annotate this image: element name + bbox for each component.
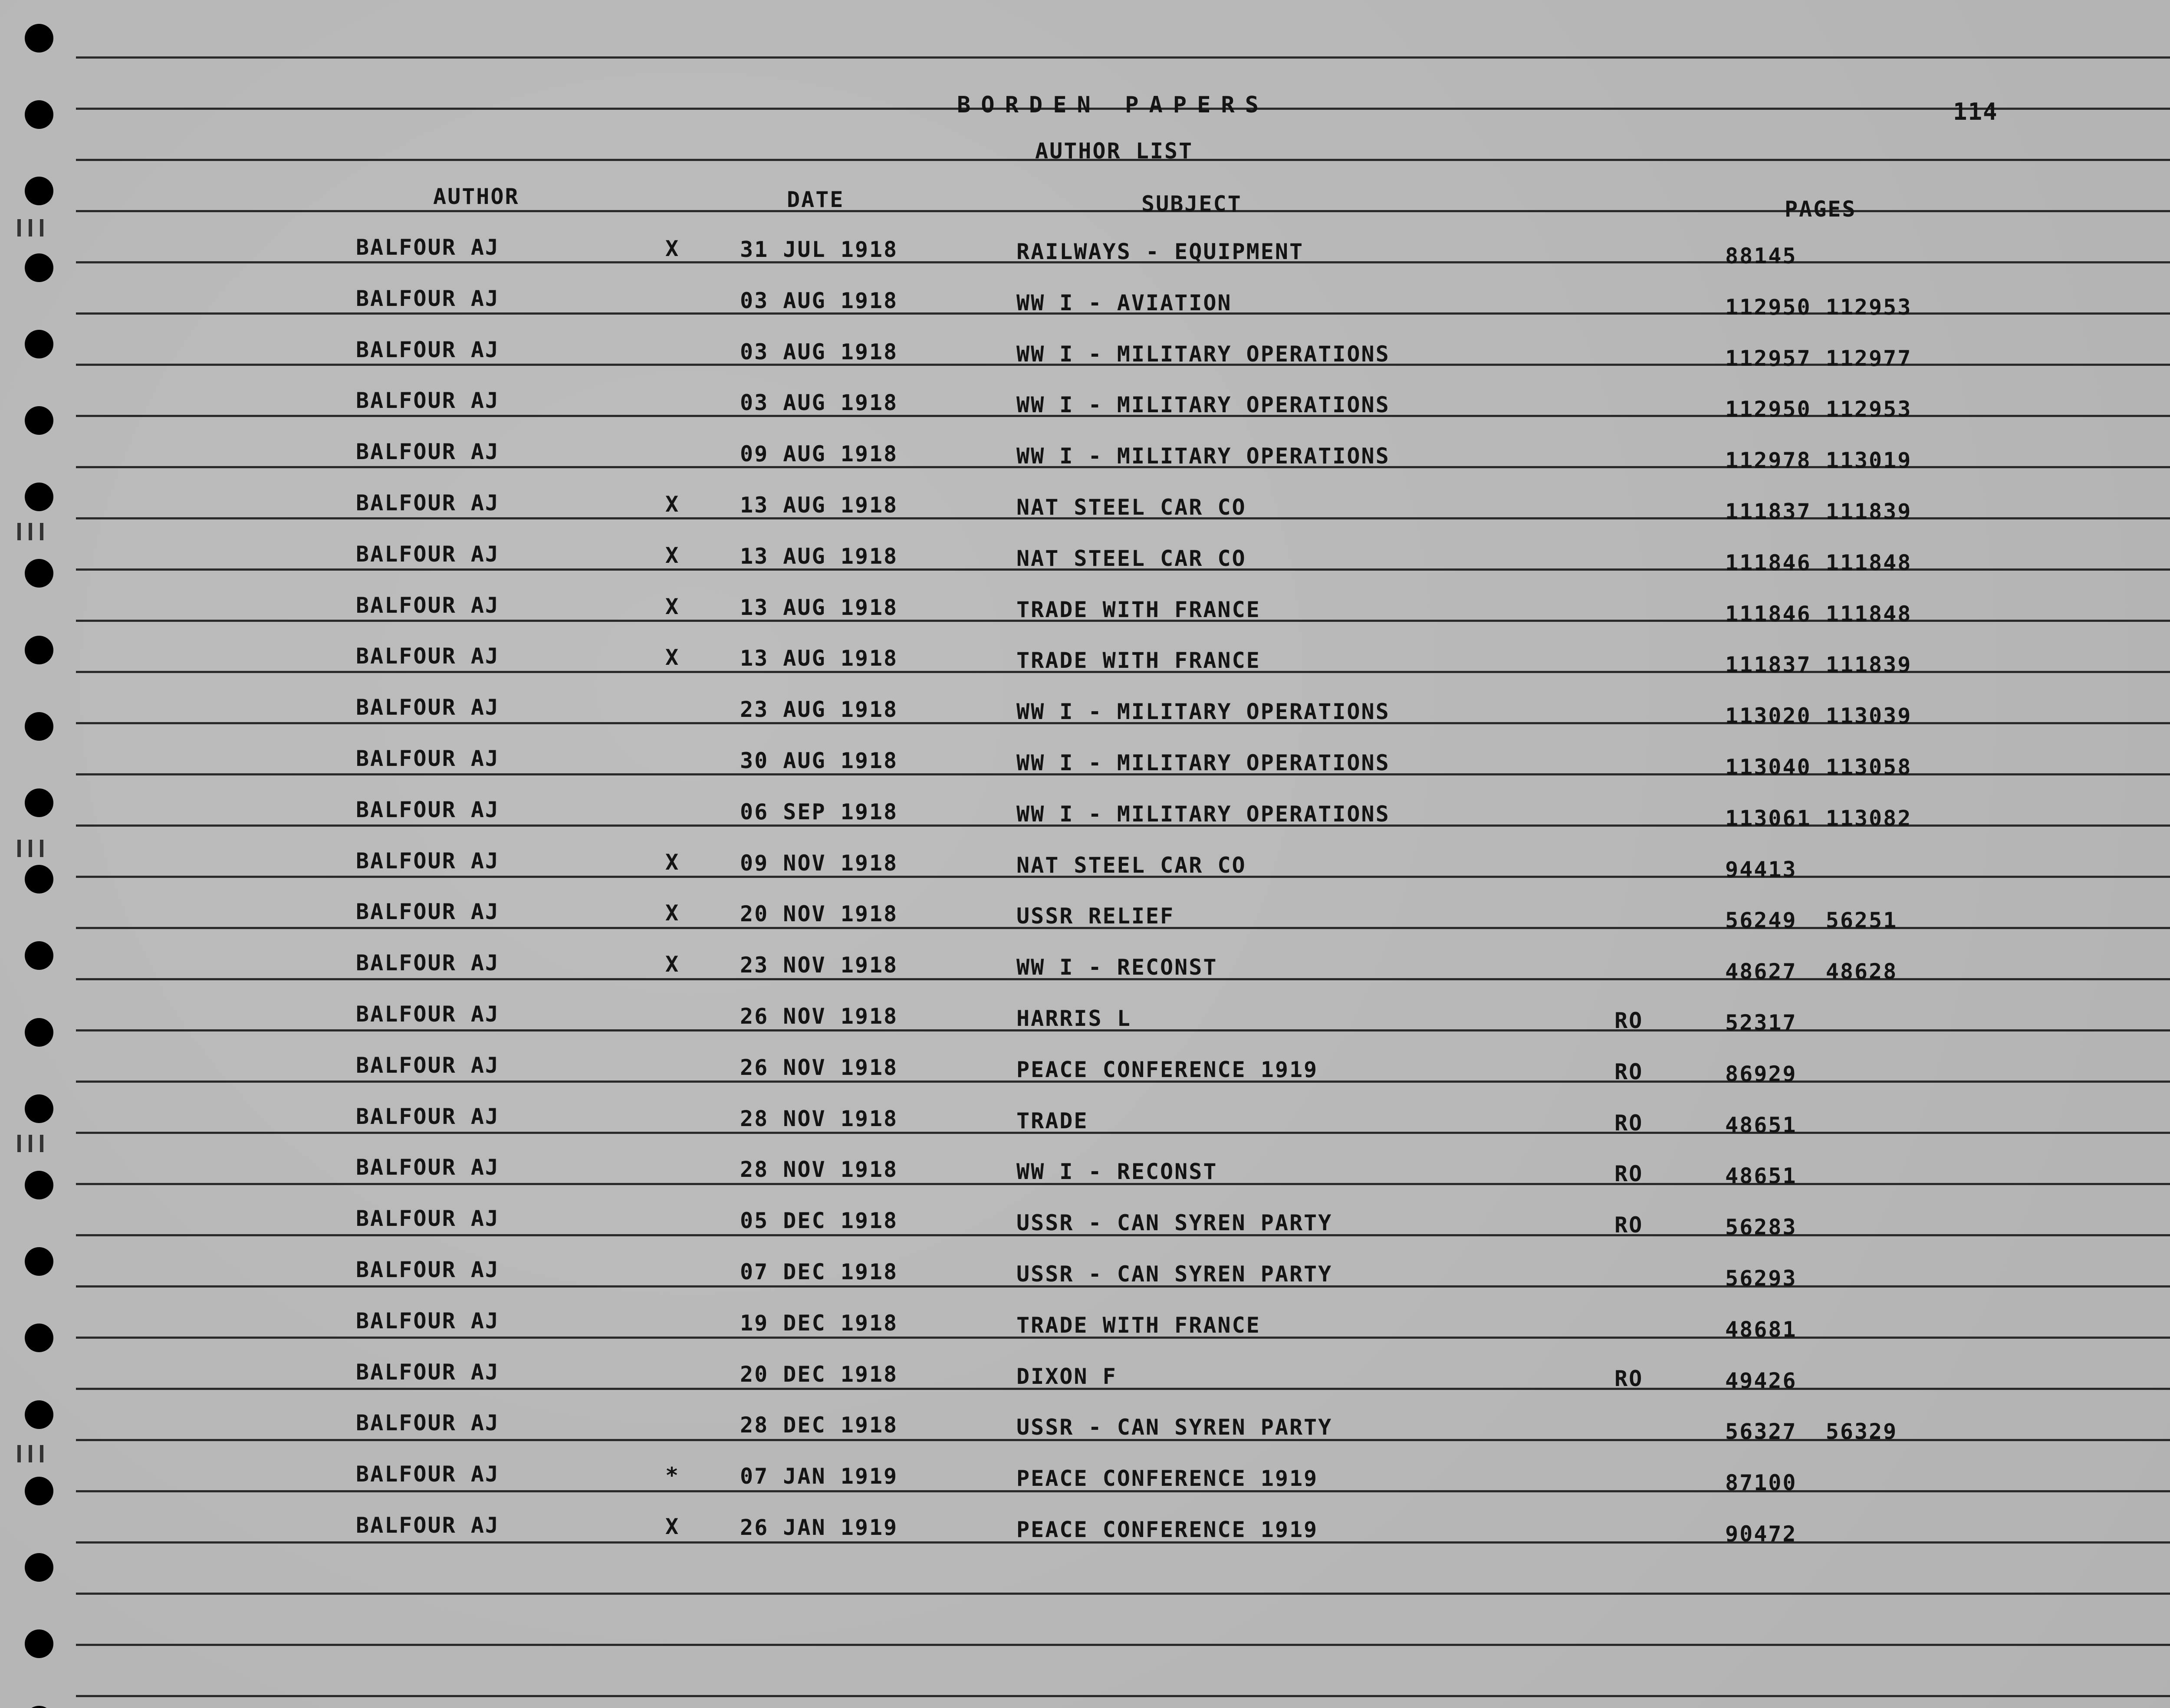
cell-date: 13 AUG 1918 bbox=[740, 646, 898, 671]
cell-author: BALFOUR AJ bbox=[356, 1002, 500, 1027]
cell-date: 28 NOV 1918 bbox=[740, 1106, 898, 1131]
cell-code: RO bbox=[1614, 1059, 1644, 1084]
cell-date: 23 AUG 1918 bbox=[740, 697, 898, 723]
cell-date: 26 NOV 1918 bbox=[740, 1004, 898, 1029]
column-header-author: AUTHOR bbox=[433, 184, 519, 209]
cell-date: 03 AUG 1918 bbox=[740, 288, 898, 313]
cell-pages: 112957 112977 bbox=[1725, 345, 1912, 371]
sprocket-hole bbox=[25, 1094, 53, 1123]
cell-pages: 113061 113082 bbox=[1725, 805, 1912, 831]
cell-subject: TRADE bbox=[1016, 1108, 1088, 1133]
cell-author: BALFOUR AJ bbox=[356, 1462, 500, 1487]
cell-code: RO bbox=[1614, 1212, 1644, 1238]
cell-author: BALFOUR AJ bbox=[356, 286, 500, 311]
sprocket-hole bbox=[25, 1477, 53, 1505]
cell-mark: X bbox=[665, 900, 680, 926]
cell-code: RO bbox=[1614, 1366, 1644, 1391]
cell-date: 19 DEC 1918 bbox=[740, 1310, 898, 1336]
cell-author: BALFOUR AJ bbox=[356, 541, 500, 567]
sprocket-hole bbox=[25, 330, 53, 358]
cell-date: 09 AUG 1918 bbox=[740, 441, 898, 467]
cell-date: 28 NOV 1918 bbox=[740, 1157, 898, 1182]
cell-date: 05 DEC 1918 bbox=[740, 1208, 898, 1234]
cell-date: 03 AUG 1918 bbox=[740, 339, 898, 365]
cell-pages: 52317 bbox=[1725, 1010, 1797, 1035]
margin-tick bbox=[17, 523, 21, 540]
cell-subject: WW I - RECONST bbox=[1016, 955, 1218, 980]
cell-author: BALFOUR AJ bbox=[356, 1257, 500, 1282]
cell-subject: USSR - CAN SYREN PARTY bbox=[1016, 1210, 1333, 1236]
cell-author: BALFOUR AJ bbox=[356, 1206, 500, 1232]
cell-subject: PEACE CONFERENCE 1919 bbox=[1016, 1057, 1318, 1082]
cell-subject: WW I - MILITARY OPERATIONS bbox=[1016, 443, 1390, 469]
cell-pages: 111846 111848 bbox=[1725, 601, 1912, 627]
cell-date: 13 AUG 1918 bbox=[740, 493, 898, 518]
cell-mark: X bbox=[665, 849, 680, 875]
cell-date: 09 NOV 1918 bbox=[740, 850, 898, 876]
cell-subject: PEACE CONFERENCE 1919 bbox=[1016, 1517, 1318, 1542]
cell-author: BALFOUR AJ bbox=[356, 592, 500, 618]
margin-tick bbox=[17, 1135, 21, 1152]
cell-subject: WW I - RECONST bbox=[1016, 1159, 1218, 1185]
cell-subject: USSR RELIEF bbox=[1016, 903, 1175, 929]
cell-pages: 48681 bbox=[1725, 1317, 1797, 1342]
sprocket-hole bbox=[25, 712, 53, 741]
sprocket-hole bbox=[25, 559, 53, 588]
margin-tick bbox=[17, 1445, 21, 1462]
cell-date: 26 JAN 1919 bbox=[740, 1515, 898, 1540]
cell-subject: NAT STEEL CAR CO bbox=[1016, 852, 1246, 878]
cell-date: 20 DEC 1918 bbox=[740, 1361, 898, 1387]
cell-subject: TRADE WITH FRANCE bbox=[1016, 1312, 1261, 1338]
cell-author: BALFOUR AJ bbox=[356, 1104, 500, 1129]
margin-tick bbox=[17, 840, 21, 857]
sprocket-hole bbox=[25, 253, 53, 282]
sprocket-hole bbox=[25, 406, 53, 435]
cell-author: BALFOUR AJ bbox=[356, 899, 500, 925]
ruled-line bbox=[76, 1132, 2170, 1134]
cell-subject: HARRIS L bbox=[1016, 1006, 1131, 1031]
cell-date: 31 JUL 1918 bbox=[740, 237, 898, 262]
cell-date: 13 AUG 1918 bbox=[740, 595, 898, 620]
cell-date: 07 JAN 1919 bbox=[740, 1464, 898, 1489]
cell-code: RO bbox=[1614, 1161, 1644, 1187]
ruled-line bbox=[76, 1593, 2170, 1595]
cell-pages: 113040 113058 bbox=[1725, 755, 1912, 780]
cell-subject: WW I - MILITARY OPERATIONS bbox=[1016, 801, 1390, 827]
column-header-pages: PAGES bbox=[1785, 197, 1857, 222]
margin-tick bbox=[17, 219, 21, 236]
cell-pages: 90472 bbox=[1725, 1521, 1797, 1547]
sprocket-hole bbox=[25, 1171, 53, 1199]
cell-mark: X bbox=[665, 492, 680, 517]
cell-author: BALFOUR AJ bbox=[356, 1308, 500, 1334]
list-subtitle: AUTHOR LIST bbox=[1035, 138, 1194, 164]
cell-pages: 86929 bbox=[1725, 1061, 1797, 1087]
sprocket-hole bbox=[25, 788, 53, 817]
cell-pages: 56327 56329 bbox=[1725, 1419, 1898, 1445]
cell-subject: TRADE WITH FRANCE bbox=[1016, 597, 1261, 622]
cell-pages: 112978 113019 bbox=[1725, 448, 1912, 473]
margin-tick bbox=[29, 1135, 32, 1152]
cell-author: BALFOUR AJ bbox=[356, 848, 500, 874]
column-header-date: DATE bbox=[787, 187, 845, 212]
cell-date: 26 NOV 1918 bbox=[740, 1054, 898, 1080]
cell-pages: 111837 111839 bbox=[1725, 499, 1912, 524]
cell-pages: 56293 bbox=[1725, 1266, 1797, 1291]
cell-pages: 94413 bbox=[1725, 857, 1797, 882]
cell-pages: 49426 bbox=[1725, 1368, 1797, 1393]
cell-author: BALFOUR AJ bbox=[356, 695, 500, 720]
cell-subject: DIXON F bbox=[1016, 1363, 1117, 1389]
cell-date: 03 AUG 1918 bbox=[740, 390, 898, 416]
cell-code: RO bbox=[1614, 1008, 1644, 1033]
cell-pages: 111846 111848 bbox=[1725, 550, 1912, 575]
ruled-line bbox=[76, 56, 2170, 59]
cell-date: 23 NOV 1918 bbox=[740, 953, 898, 978]
cell-date: 28 DEC 1918 bbox=[740, 1412, 898, 1438]
cell-pages: 113020 113039 bbox=[1725, 703, 1912, 729]
margin-tick bbox=[29, 840, 32, 857]
margin-tick bbox=[29, 1445, 32, 1462]
cell-subject: USSR - CAN SYREN PARTY bbox=[1016, 1261, 1333, 1287]
ruled-line bbox=[76, 1388, 2170, 1390]
cell-author: BALFOUR AJ bbox=[356, 439, 500, 465]
sprocket-hole bbox=[25, 1629, 53, 1658]
cell-pages: 56249 56251 bbox=[1725, 908, 1898, 933]
cell-author: BALFOUR AJ bbox=[356, 644, 500, 669]
cell-author: BALFOUR AJ bbox=[356, 235, 500, 260]
cell-author: BALFOUR AJ bbox=[356, 490, 500, 516]
cell-mark: X bbox=[665, 542, 680, 568]
sprocket-hole bbox=[25, 941, 53, 970]
sprocket-hole bbox=[25, 1324, 53, 1352]
cell-mark: X bbox=[665, 1514, 680, 1539]
cell-mark: X bbox=[665, 952, 680, 977]
sprocket-hole bbox=[25, 1400, 53, 1429]
sprocket-hole bbox=[25, 1018, 53, 1047]
cell-pages: 56283 bbox=[1725, 1215, 1797, 1240]
cell-pages: 48651 bbox=[1725, 1112, 1797, 1138]
cell-subject: NAT STEEL CAR CO bbox=[1016, 545, 1246, 571]
cell-subject: PEACE CONFERENCE 1919 bbox=[1016, 1466, 1318, 1491]
cell-author: BALFOUR AJ bbox=[356, 1155, 500, 1180]
cell-date: 06 SEP 1918 bbox=[740, 799, 898, 824]
ruled-line bbox=[76, 1695, 2170, 1697]
ruled-line bbox=[76, 1644, 2170, 1646]
cell-author: BALFOUR AJ bbox=[356, 388, 500, 414]
cell-code: RO bbox=[1614, 1110, 1644, 1136]
cell-subject: WW I - MILITARY OPERATIONS bbox=[1016, 392, 1390, 418]
document-title: BORDEN PAPERS bbox=[957, 92, 1269, 118]
cell-subject: WW I - MILITARY OPERATIONS bbox=[1016, 699, 1390, 725]
cell-mark: * bbox=[665, 1463, 680, 1488]
cell-date: 20 NOV 1918 bbox=[740, 901, 898, 927]
cell-author: BALFOUR AJ bbox=[356, 1513, 500, 1538]
cell-subject: WW I - MILITARY OPERATIONS bbox=[1016, 750, 1390, 775]
cell-subject: NAT STEEL CAR CO bbox=[1016, 495, 1246, 520]
cell-subject: TRADE WITH FRANCE bbox=[1016, 648, 1261, 673]
margin-tick bbox=[40, 523, 43, 540]
cell-pages: 87100 bbox=[1725, 1470, 1797, 1496]
sprocket-hole bbox=[25, 865, 53, 893]
cell-date: 30 AUG 1918 bbox=[740, 748, 898, 773]
cell-author: BALFOUR AJ bbox=[356, 950, 500, 976]
cell-author: BALFOUR AJ bbox=[356, 1410, 500, 1436]
sprocket-hole bbox=[25, 636, 53, 664]
cell-pages: 48627 48628 bbox=[1725, 959, 1898, 985]
cell-pages: 48651 bbox=[1725, 1163, 1797, 1189]
sprocket-hole bbox=[25, 483, 53, 511]
margin-tick bbox=[40, 1445, 43, 1462]
cell-pages: 112950 112953 bbox=[1725, 294, 1912, 320]
cell-subject: WW I - MILITARY OPERATIONS bbox=[1016, 341, 1390, 367]
sprocket-hole bbox=[25, 24, 53, 53]
cell-author: BALFOUR AJ bbox=[356, 1052, 500, 1078]
cell-subject: USSR - CAN SYREN PARTY bbox=[1016, 1415, 1333, 1440]
sprocket-hole bbox=[25, 177, 53, 205]
cell-pages: 111837 111839 bbox=[1725, 652, 1912, 678]
margin-tick bbox=[40, 219, 43, 236]
margin-tick bbox=[29, 219, 32, 236]
cell-author: BALFOUR AJ bbox=[356, 797, 500, 822]
cell-date: 13 AUG 1918 bbox=[740, 543, 898, 569]
column-header-subject: SUBJECT bbox=[1141, 191, 1242, 217]
margin-tick bbox=[29, 523, 32, 540]
margin-tick bbox=[40, 1135, 43, 1152]
cell-pages: 112950 112953 bbox=[1725, 397, 1912, 422]
cell-author: BALFOUR AJ bbox=[356, 1359, 500, 1385]
cell-mark: X bbox=[665, 594, 680, 619]
cell-mark: X bbox=[665, 645, 680, 670]
sprocket-hole bbox=[25, 1553, 53, 1582]
sprocket-hole bbox=[25, 1706, 53, 1708]
cell-pages: 88145 bbox=[1725, 243, 1797, 269]
cell-date: 07 DEC 1918 bbox=[740, 1259, 898, 1284]
sprocket-hole bbox=[25, 100, 53, 129]
cell-author: BALFOUR AJ bbox=[356, 337, 500, 362]
cell-author: BALFOUR AJ bbox=[356, 746, 500, 771]
cell-subject: WW I - AVIATION bbox=[1016, 290, 1232, 315]
margin-tick bbox=[40, 840, 43, 857]
page-number: 114 bbox=[1953, 98, 1998, 125]
sprocket-hole bbox=[25, 1247, 53, 1276]
cell-subject: RAILWAYS - EQUIPMENT bbox=[1016, 239, 1304, 264]
cell-mark: X bbox=[665, 236, 680, 261]
